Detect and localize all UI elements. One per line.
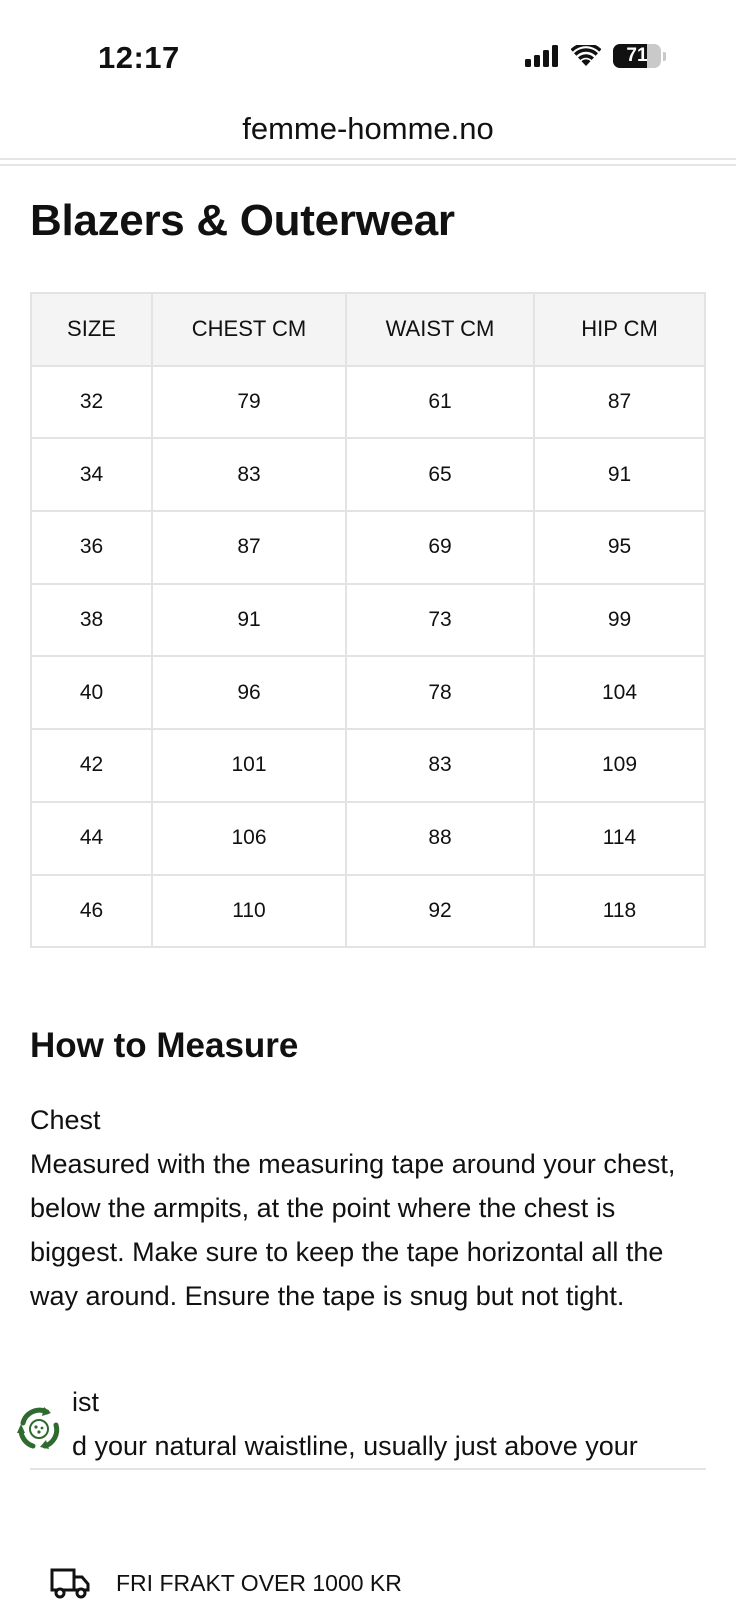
- cell-size: 36: [31, 511, 152, 584]
- toolbar-divider-secondary: [0, 164, 736, 166]
- status-icons: [525, 44, 666, 68]
- battery-icon: [613, 44, 661, 68]
- cell-chest: 110: [152, 875, 346, 948]
- cell-chest: 83: [152, 438, 346, 511]
- cell-hip: 95: [534, 511, 705, 584]
- column-header-size: SIZE: [31, 293, 152, 366]
- chest-description: Measured with the measuring tape around your chest, below the armpits, at the point where the chest is biggest. Make sure to keep the tape horizontal all the way around. Ensure the tape is snug but not tight.: [30, 1149, 676, 1311]
- cell-hip: 118: [534, 875, 705, 948]
- content-panel-bottom-border: [30, 1468, 706, 1470]
- table-row: [31, 584, 705, 657]
- waist-heading: ist: [72, 1387, 99, 1417]
- table-row: [31, 438, 705, 511]
- cell-size: 40: [31, 656, 152, 729]
- cell-hip: 91: [534, 438, 705, 511]
- cell-hip: 104: [534, 656, 705, 729]
- cell-size: 44: [31, 802, 152, 875]
- cell-hip: 87: [534, 366, 705, 439]
- table-row: [31, 511, 705, 584]
- table-row: [31, 802, 705, 875]
- cell-chest: 96: [152, 656, 346, 729]
- cell-waist: 65: [346, 438, 534, 511]
- cell-size: 46: [31, 875, 152, 948]
- cell-chest: 79: [152, 366, 346, 439]
- wifi-icon: [571, 45, 601, 67]
- cell-chest: 87: [152, 511, 346, 584]
- address-bar[interactable]: femme-homme.no: [242, 111, 494, 146]
- table-row: [31, 656, 705, 729]
- table-row: [31, 366, 705, 439]
- cell-hip: 99: [534, 584, 705, 657]
- cell-waist: 73: [346, 584, 534, 657]
- cell-hip: 109: [534, 729, 705, 802]
- chest-measure-section: [30, 1098, 690, 1318]
- status-bar: [0, 0, 736, 104]
- cell-size: 32: [31, 366, 152, 439]
- free-shipping-banner: [50, 1566, 402, 1600]
- waist-description: d your natural waistline, usually just above your: [72, 1431, 638, 1461]
- cell-size: 34: [31, 438, 152, 511]
- cellular-signal-icon: [525, 45, 559, 67]
- cell-chest: 91: [152, 584, 346, 657]
- column-header-chest: CHEST CM: [152, 293, 346, 366]
- cell-size: 42: [31, 729, 152, 802]
- cell-hip: 114: [534, 802, 705, 875]
- eco-badge-icon[interactable]: [13, 1403, 65, 1455]
- battery-level: 71: [626, 45, 648, 66]
- chest-heading: Chest: [30, 1105, 101, 1135]
- how-to-measure-title: How to Measure: [30, 1026, 299, 1065]
- cell-size: 38: [31, 584, 152, 657]
- toolbar-divider: [0, 158, 736, 160]
- cell-chest: 106: [152, 802, 346, 875]
- cell-waist: 78: [346, 656, 534, 729]
- status-time: 12:17: [98, 40, 180, 75]
- cell-waist: 83: [346, 729, 534, 802]
- cell-waist: 61: [346, 366, 534, 439]
- cell-waist: 88: [346, 802, 534, 875]
- table-row: [31, 729, 705, 802]
- cell-chest: 101: [152, 729, 346, 802]
- free-shipping-text: FRI FRAKT OVER 1000 KR: [116, 1569, 402, 1596]
- size-table-header-row: [31, 293, 705, 366]
- cell-waist: 69: [346, 511, 534, 584]
- column-header-hip: HIP CM: [534, 293, 705, 366]
- page-title: Blazers & Outerwear: [30, 196, 455, 245]
- cell-waist: 92: [346, 875, 534, 948]
- battery-nub: [663, 52, 666, 61]
- table-row: [31, 875, 705, 948]
- delivery-truck-icon: [50, 1566, 90, 1600]
- waist-measure-section: [72, 1380, 712, 1468]
- column-header-waist: WAIST CM: [346, 293, 534, 366]
- size-table: [30, 292, 706, 948]
